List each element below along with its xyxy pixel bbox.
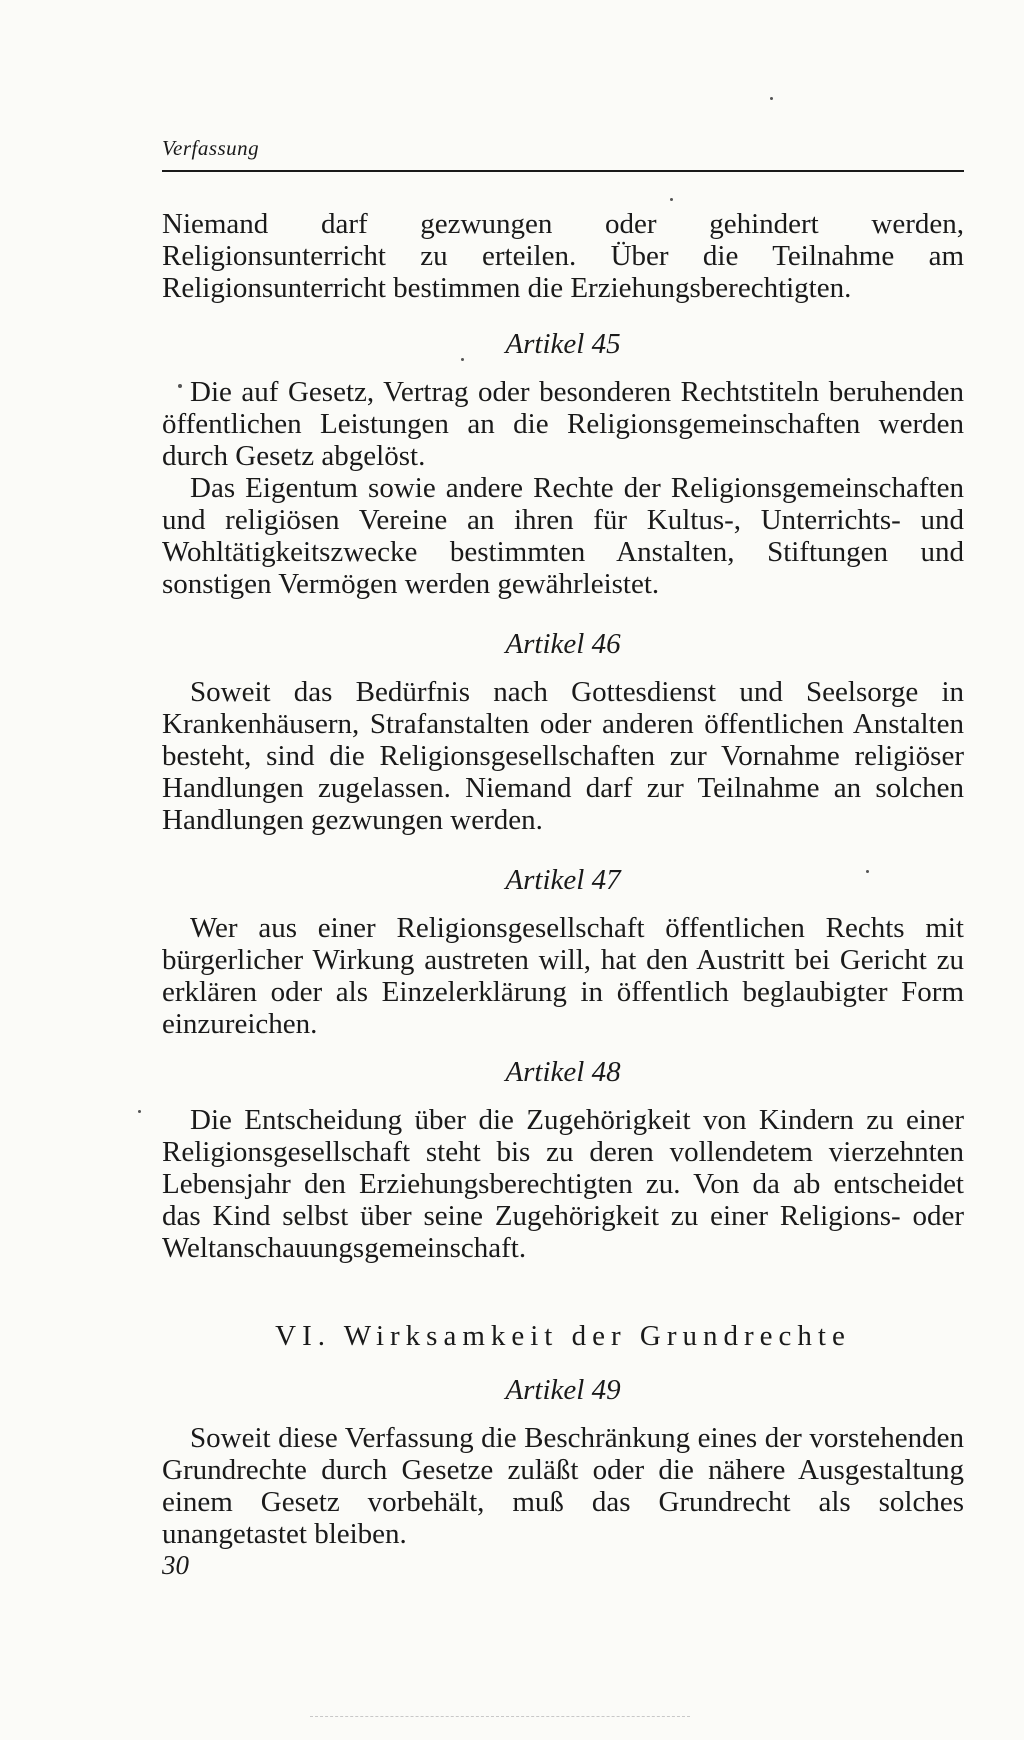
- article-48-paragraph-1: Die Entscheidung über die Zugehörigkeit von Kindern zu einer Religionsgesellschaft steht bis zu deren vollendetem vierzehnten Lebensjahr den Erziehungsberechtigten zu. Von da ab entscheidet das Kind selbst über seine Zugehörigkeit zu einer Religions- oder Weltanschauungsgemeinschaft.: [162, 1104, 964, 1264]
- header-rule: [162, 170, 964, 172]
- scan-speck: [670, 198, 673, 201]
- article-48-heading: Artikel 48: [505, 1056, 621, 1088]
- article-47-paragraph-1: Wer aus einer Religionsgesellschaft öffentlichen Rechts mit bürgerlicher Wirkung austreten will, hat den Austritt bei Gericht zu erklären oder als Einzelerklärung in öffentlich beglaubigter Form einzureichen.: [162, 912, 964, 1040]
- article-46-paragraph-1: Soweit das Bedürfnis nach Gottesdienst und Seelsorge in Krankenhäusern, Strafanstalten oder anderen öffentlichen Anstalten besteht, sind die Religionsgesellschaften zur Vornahme religiöser Handlungen zugelassen. Niemand darf zur Teilnahme an solchen Handlungen gezwungen werden.: [162, 676, 964, 836]
- scan-speck: [178, 384, 182, 388]
- page-number: 30: [162, 1550, 189, 1580]
- article-45-paragraph-1: Die auf Gesetz, Vertrag oder besonderen Rechtstiteln beruhenden öffentlichen Leistungen an die Religionsgemeinschaften werden durch Gesetz abgelöst.: [162, 376, 964, 472]
- article-45-heading: Artikel 45: [505, 328, 621, 360]
- article-46-heading: Artikel 46: [505, 628, 621, 660]
- article-49-paragraph-1: Soweit diese Verfassung die Beschränkung eines der vorstehenden Grundrechte durch Gesetze zuläßt oder die nähere Ausgestaltung einem Gesetz vorbehält, muß das Grundrecht als solches unangetastet bleiben.: [162, 1422, 964, 1550]
- scan-speck: [866, 870, 869, 873]
- running-head: Verfassung: [162, 136, 260, 160]
- article-47-heading: Artikel 47: [505, 864, 621, 896]
- scan-speck: [770, 97, 773, 100]
- scan-speck: [138, 1110, 141, 1113]
- article-49-heading: Artikel 49: [505, 1374, 621, 1406]
- bottom-scan-marks: [310, 1716, 690, 1717]
- article-45-paragraph-2: Das Eigentum sowie andere Rechte der Religionsgemeinschaften und religiösen Vereine an ihren für Kultus-, Unterrichts- und Wohltätigkeitszwecke bestimmten Anstalten, Stiftungen und sonstigen Vermögen werden gewährleistet.: [162, 472, 964, 600]
- scan-speck: [461, 358, 464, 361]
- body-text: [162, 208, 964, 1550]
- section-6-heading: VI. Wirksamkeit der Grundrechte: [275, 1320, 851, 1352]
- paragraph-continued: Niemand darf gezwungen oder gehindert werden, Religionsunterricht zu erteilen. Über die Teilnahme am Religionsunterricht bestimmen die Erziehungsberechtigten.: [162, 208, 964, 304]
